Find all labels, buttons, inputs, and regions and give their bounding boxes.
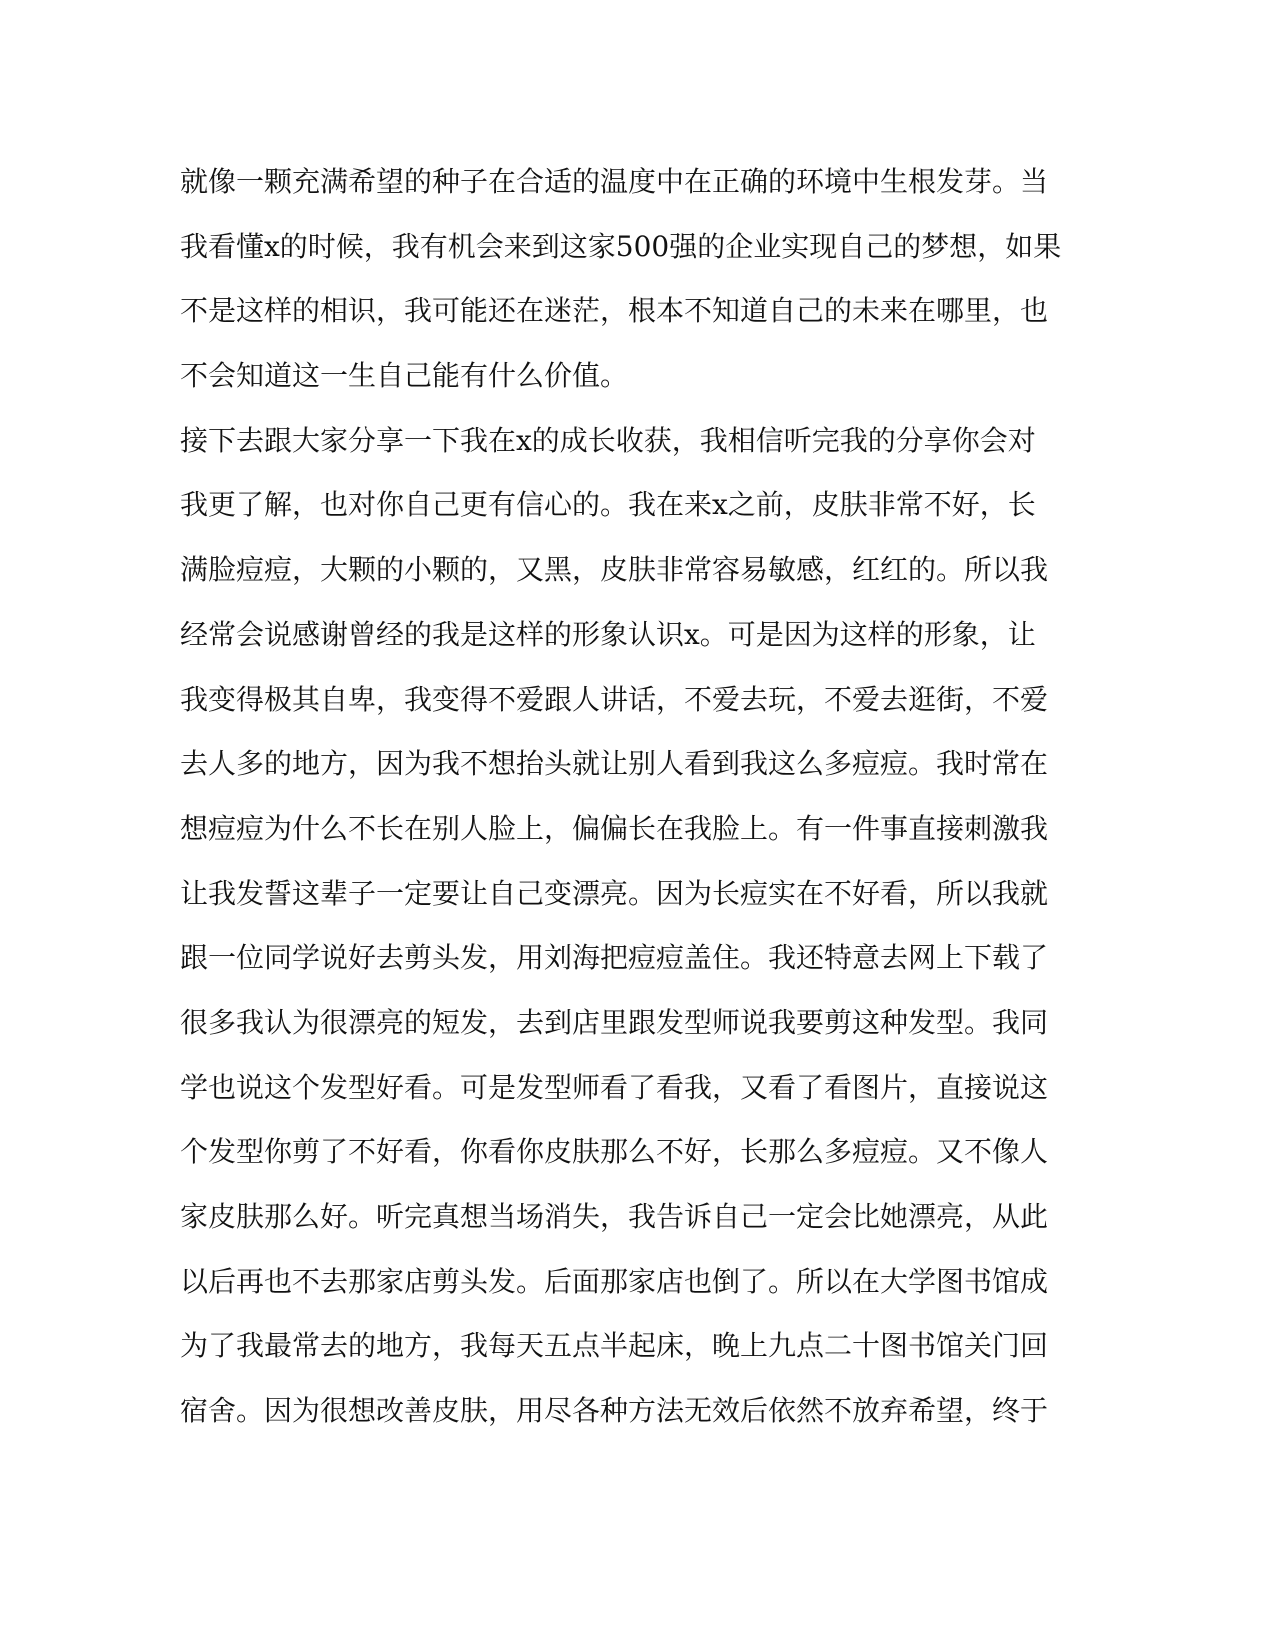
text-line: 我看懂x的时候，我有机会来到这家500强的企业实现自己的梦想，如果 — [180, 229, 1062, 263]
text-line: 以后再也不去那家店剪头发。后面那家店也倒了。所以在大学图书馆成 — [180, 1264, 1049, 1298]
text-line: 去人多的地方，因为我不想抬头就让别人看到我这么多痘痘。我时常在 — [180, 747, 1049, 781]
text-line: 学也说这个发型好看。可是发型师看了看我，又看了看图片，直接说这 — [180, 1070, 1049, 1104]
text-line: 很多我认为很漂亮的短发，去到店里跟发型师说我要剪这种发型。我同 — [180, 1005, 1049, 1039]
text-line: 为了我最常去的地方，我每天五点半起床，晚上九点二十图书馆关门回 — [180, 1329, 1049, 1363]
text-line: 想痘痘为什么不长在别人脸上，偏偏长在我脸上。有一件事直接刺激我 — [180, 811, 1049, 845]
body-text — [180, 150, 1105, 1444]
text-line: 不会知道这一生自己能有什么价值。 — [180, 359, 629, 393]
text-line: 经常会说感谢曾经的我是这样的形象认识x。可是因为这样的形象，让 — [180, 617, 1036, 651]
text-line: 不是这样的相识，我可能还在迷茫，根本不知道自己的未来在哪里，也 — [180, 294, 1049, 328]
text-line: 满脸痘痘，大颗的小颗的，又黑，皮肤非常容易敏感，红红的。所以我 — [180, 553, 1049, 587]
text-line: 个发型你剪了不好看，你看你皮肤那么不好，长那么多痘痘。又不像人 — [180, 1135, 1049, 1169]
text-line: 让我发誓这辈子一定要让自己变漂亮。因为长痘实在不好看，所以我就 — [180, 876, 1049, 910]
text-line: 家皮肤那么好。听完真想当场消失，我告诉自己一定会比她漂亮，从此 — [180, 1200, 1049, 1233]
text-line: 我更了解，也对你自己更有信心的。我在来x之前，皮肤非常不好，长 — [180, 488, 1036, 522]
text-line: 接下去跟大家分享一下我在x的成长收获，我相信听完我的分享你会对 — [180, 423, 1036, 457]
text-line: 我变得极其自卑，我变得不爱跟人讲话，不爱去玩，不爱去逛街，不爱 — [180, 682, 1049, 716]
text-line: 跟一位同学说好去剪头发，用刘海把痘痘盖住。我还特意去网上下载了 — [180, 941, 1049, 975]
text-line: 宿舍。因为很想改善皮肤，用尽各种方法无效后依然不放弃希望，终于 — [180, 1394, 1049, 1428]
text-line: 就像一颗充满希望的种子在合适的温度中在正确的环境中生根发芽。当 — [180, 165, 1049, 198]
